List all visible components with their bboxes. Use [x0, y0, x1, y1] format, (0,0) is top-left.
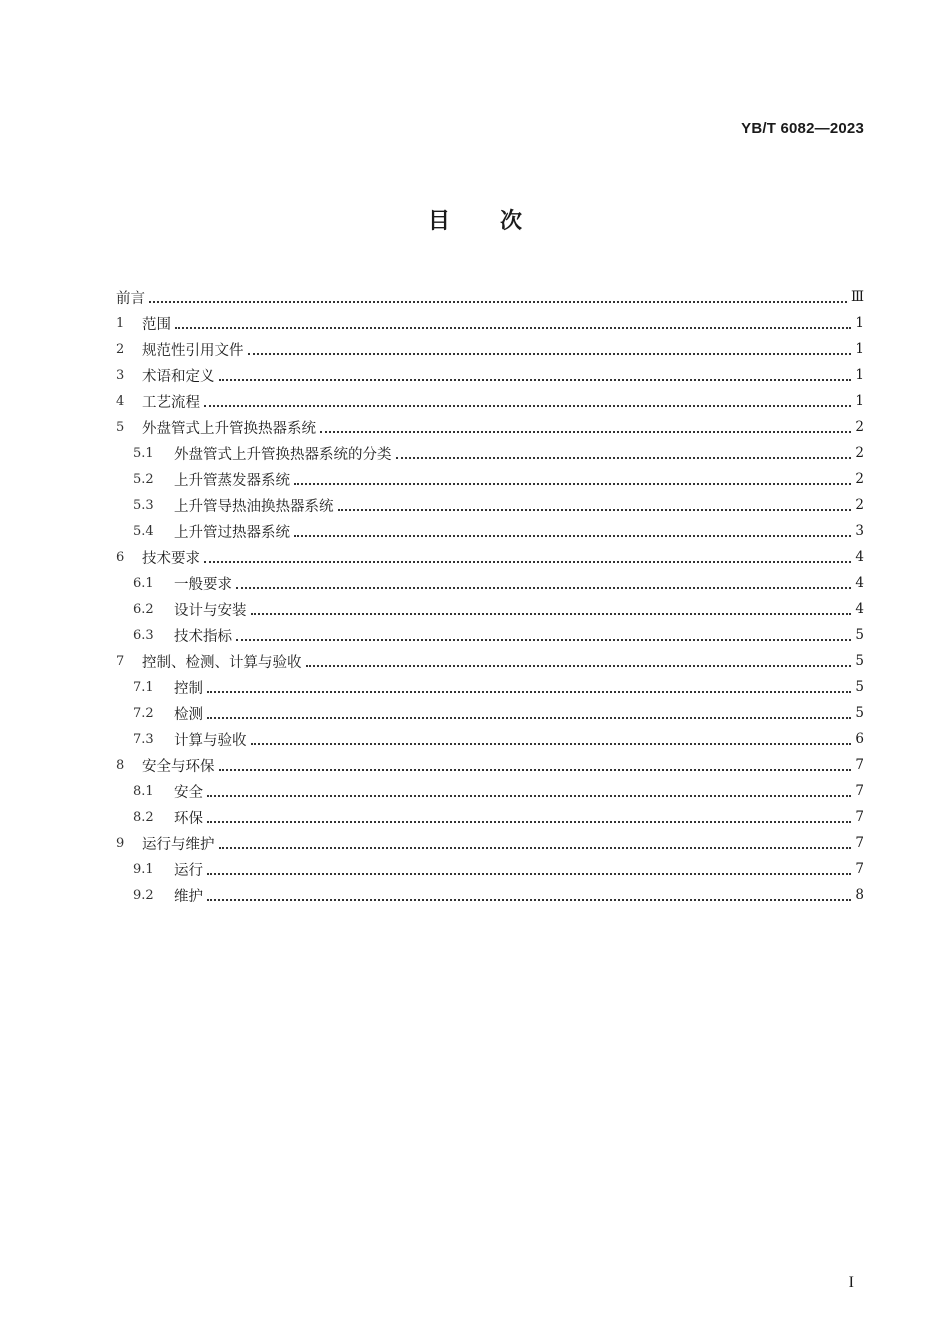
toc-entry-page: 7	[855, 809, 864, 825]
toc-entry-label: 计算与验收	[174, 732, 247, 749]
toc-entry-page: 2	[855, 445, 864, 461]
toc-entry-label: 环保	[174, 810, 203, 827]
table-of-contents	[116, 284, 864, 908]
toc-entry-number: 7	[116, 653, 125, 669]
toc-entry[interactable]	[116, 674, 864, 700]
toc-entry-page: 5	[855, 705, 864, 721]
toc-entry-label: 安全	[174, 784, 203, 801]
toc-leader-dots	[219, 768, 852, 771]
toc-entry[interactable]	[116, 882, 864, 908]
toc-entry-page: 1	[855, 315, 864, 331]
toc-entry-label: 术语和定义	[142, 368, 215, 385]
page-title	[0, 204, 950, 235]
toc-entry[interactable]	[116, 778, 864, 804]
toc-leader-dots	[294, 482, 851, 485]
toc-entry-number: 9	[116, 835, 125, 851]
toc-entry[interactable]	[116, 648, 864, 674]
toc-leader-dots	[294, 534, 851, 537]
toc-entry[interactable]	[116, 336, 864, 362]
toc-leader-dots	[204, 560, 851, 563]
toc-entry[interactable]	[116, 596, 864, 622]
toc-entry-page: 8	[855, 887, 864, 903]
toc-entry-number: 8.2	[133, 809, 154, 825]
page-title-char-2: 次	[500, 209, 523, 234]
toc-entry-label: 运行	[174, 862, 203, 879]
toc-entry-label: 上升管蒸发器系统	[174, 472, 290, 489]
toc-entry-label: 上升管过热器系统	[174, 524, 290, 541]
toc-entry-page: 2	[855, 497, 864, 513]
toc-entry-page: 2	[855, 419, 864, 435]
toc-leader-dots	[149, 300, 847, 303]
toc-entry-number: 7.2	[133, 705, 154, 721]
toc-entry-label: 一般要求	[174, 576, 232, 593]
toc-entry[interactable]	[116, 388, 864, 414]
toc-entry[interactable]	[116, 466, 864, 492]
toc-leader-dots	[207, 820, 851, 823]
toc-entry-number: 5.4	[133, 523, 154, 539]
toc-entry-number: 6.1	[133, 575, 154, 591]
toc-entry-page: 4	[855, 601, 864, 617]
toc-entry-label: 安全与环保	[142, 758, 215, 775]
toc-entry-number: 8	[116, 757, 125, 773]
toc-entry-label: 运行与维护	[142, 836, 215, 853]
toc-leader-dots	[207, 872, 851, 875]
toc-leader-dots	[236, 586, 851, 589]
toc-leader-dots	[207, 794, 851, 797]
toc-leader-dots	[219, 378, 852, 381]
toc-entry-number: 2	[116, 341, 125, 357]
toc-entry-page: 5	[855, 627, 864, 643]
toc-entry-page: 4	[855, 549, 864, 565]
toc-entry[interactable]	[116, 544, 864, 570]
toc-entry[interactable]	[116, 570, 864, 596]
toc-entry[interactable]	[116, 752, 864, 778]
toc-entry-label: 工艺流程	[142, 394, 200, 411]
toc-entry-number: 5	[116, 419, 125, 435]
toc-entry-page: 7	[855, 783, 864, 799]
toc-entry-number: 7.1	[133, 679, 154, 695]
toc-entry[interactable]	[116, 414, 864, 440]
toc-entry[interactable]	[116, 804, 864, 830]
toc-leader-dots	[204, 404, 851, 407]
toc-entry-number: 6	[116, 549, 125, 565]
page-number: I	[848, 1274, 854, 1291]
toc-leader-dots	[207, 690, 851, 693]
toc-leader-dots	[396, 456, 852, 459]
toc-entry-label: 检测	[174, 706, 203, 723]
toc-leader-dots	[251, 742, 852, 745]
toc-entry-page: 7	[855, 757, 864, 773]
toc-entry[interactable]	[116, 362, 864, 388]
toc-entry-page: 7	[855, 861, 864, 877]
toc-entry-label: 技术指标	[174, 628, 232, 645]
toc-entry-label: 技术要求	[142, 550, 200, 567]
toc-leader-dots	[175, 326, 851, 329]
toc-leader-dots	[338, 508, 852, 511]
toc-entry-page: 1	[855, 367, 864, 383]
toc-entry[interactable]	[116, 310, 864, 336]
toc-entry[interactable]	[116, 700, 864, 726]
toc-entry-label: 维护	[174, 888, 203, 905]
toc-entry-number: 5.3	[133, 497, 154, 513]
toc-leader-dots	[248, 352, 852, 355]
toc-entry-label: 范围	[142, 316, 171, 333]
toc-leader-dots	[207, 898, 851, 901]
toc-leader-dots	[207, 716, 851, 719]
toc-entry-label: 外盘管式上升管换热器系统	[142, 420, 316, 437]
toc-entry-number: 4	[116, 393, 125, 409]
toc-leader-dots	[251, 612, 852, 615]
toc-entry-number: 6.3	[133, 627, 154, 643]
toc-entry-number: 7.3	[133, 731, 154, 747]
toc-entry-number: 8.1	[133, 783, 154, 799]
toc-leader-dots	[320, 430, 851, 433]
toc-leader-dots	[236, 638, 851, 641]
toc-entry-page: 5	[855, 679, 864, 695]
toc-entry[interactable]	[116, 830, 864, 856]
toc-entry-number: 1	[116, 315, 125, 331]
standard-code: YB/T 6082—2023	[741, 120, 864, 137]
toc-entry-number: 9.2	[133, 887, 154, 903]
toc-entry-label: 规范性引用文件	[142, 342, 244, 359]
toc-leader-dots	[219, 846, 852, 849]
toc-entry-number: 5.2	[133, 471, 154, 487]
toc-entry-label: 设计与安装	[174, 602, 247, 619]
toc-entry-label: 外盘管式上升管换热器系统的分类	[174, 446, 392, 463]
toc-entry[interactable]	[116, 622, 864, 648]
toc-entry-label: 控制、检测、计算与验收	[142, 654, 302, 671]
toc-entry[interactable]	[116, 856, 864, 882]
toc-leader-dots	[306, 664, 852, 667]
toc-entry-page: 6	[855, 731, 864, 747]
toc-entry[interactable]	[116, 492, 864, 518]
toc-entry-page: 1	[855, 393, 864, 409]
toc-entry[interactable]	[116, 518, 864, 544]
toc-entry-page: 3	[855, 523, 864, 539]
toc-entry-page: Ⅲ	[850, 289, 864, 305]
toc-entry-label: 上升管导热油换热器系统	[174, 498, 334, 515]
toc-entry-label: 前言	[116, 290, 145, 307]
toc-entry-number: 9.1	[133, 861, 154, 877]
toc-entry-number: 3	[116, 367, 125, 383]
toc-entry-number: 5.1	[133, 445, 154, 461]
toc-entry-page: 7	[855, 835, 864, 851]
toc-entry-page: 4	[855, 575, 864, 591]
toc-entry[interactable]	[116, 440, 864, 466]
toc-entry[interactable]	[116, 284, 864, 310]
toc-entry[interactable]	[116, 726, 864, 752]
toc-entry-label: 控制	[174, 680, 203, 697]
page-title-char-1: 目	[427, 209, 450, 234]
toc-entry-page: 5	[855, 653, 864, 669]
toc-entry-page: 2	[855, 471, 864, 487]
toc-entry-page: 1	[855, 341, 864, 357]
toc-entry-number: 6.2	[133, 601, 154, 617]
